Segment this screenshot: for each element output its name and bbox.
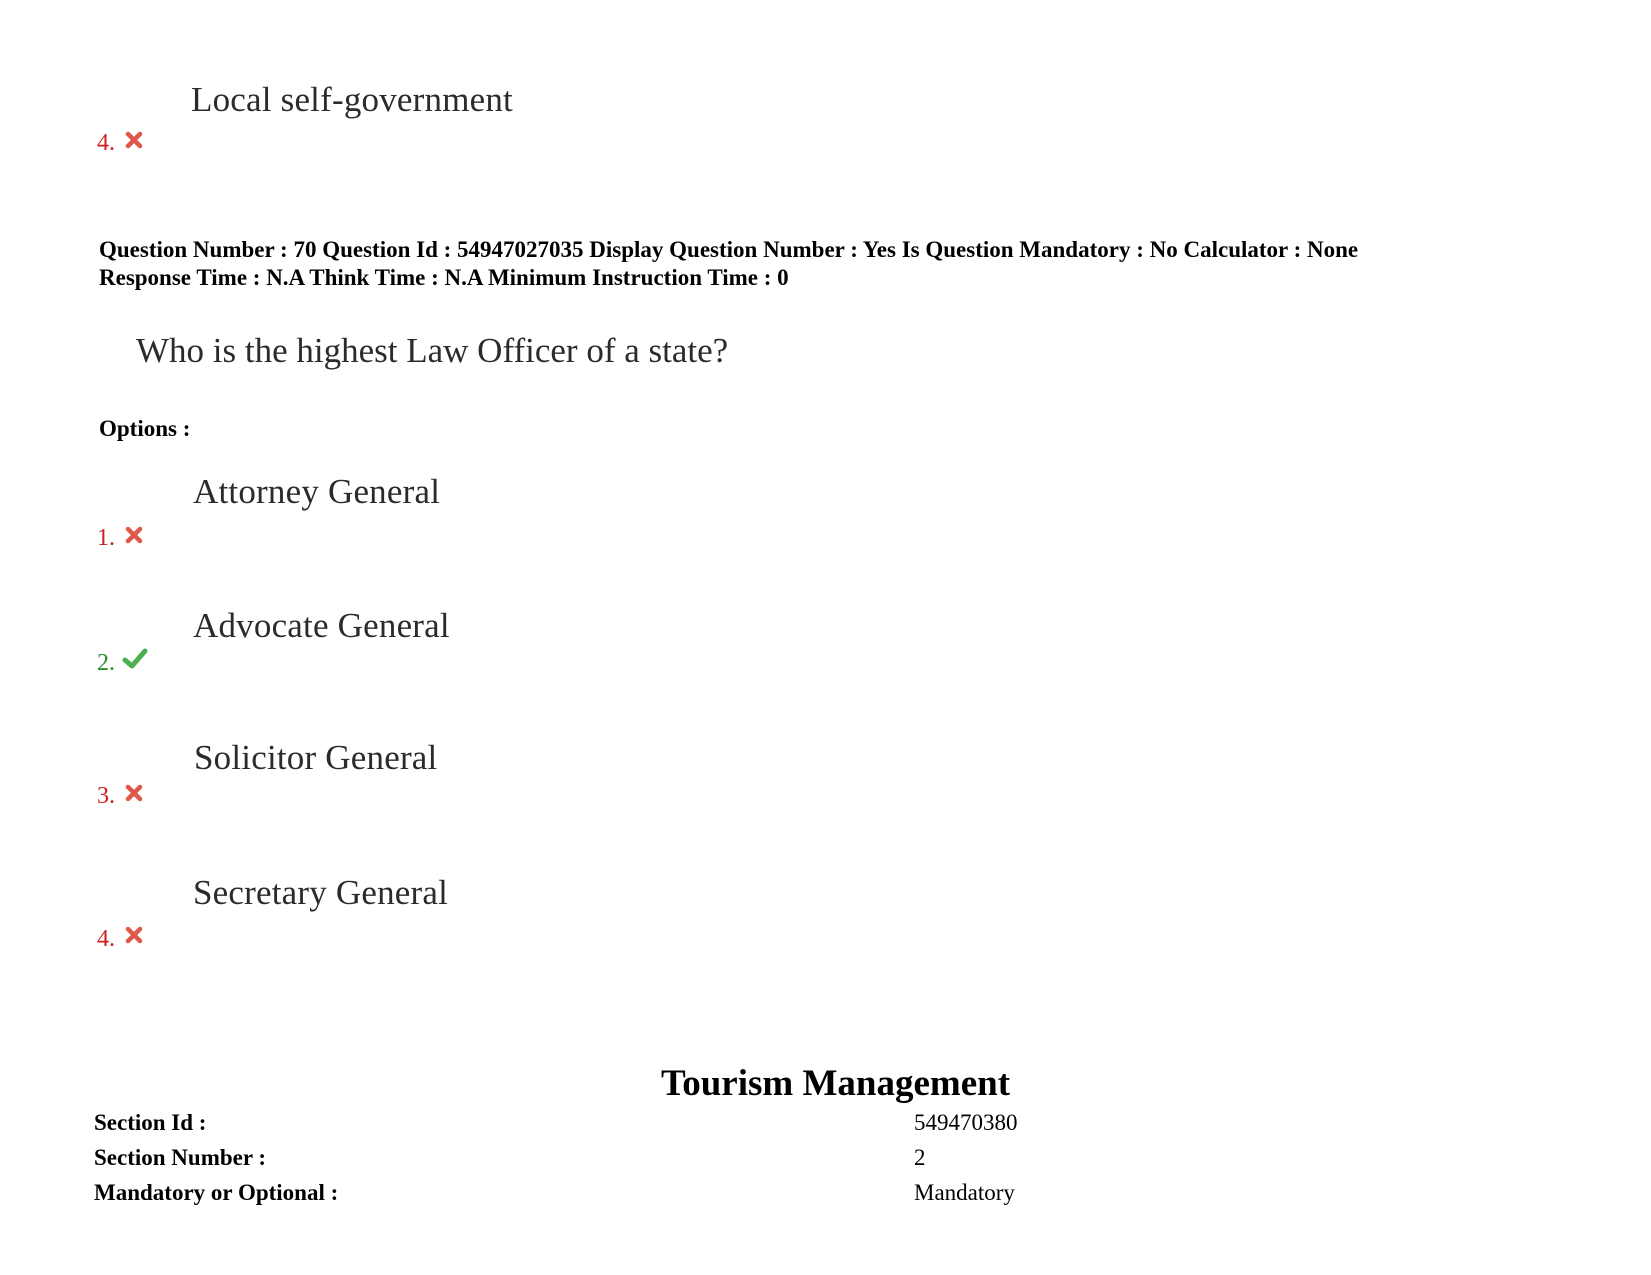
cross-icon xyxy=(124,783,144,803)
question-meta-line-2: Response Time : N.A Think Time : N.A Minimum Instruction Time : 0 xyxy=(99,265,789,290)
cross-icon xyxy=(124,130,144,150)
question-meta-line-1: Question Number : 70 Question Id : 54947027035 Display Question Number : Yes Is Question Mandatory : No Calculator : None xyxy=(99,237,1359,262)
option-text: Local self-government xyxy=(191,80,513,119)
cross-icon xyxy=(124,525,144,545)
option-1-text: Attorney General xyxy=(193,472,441,511)
option-2-number: 2. xyxy=(97,650,115,676)
section-id-label: Section Id : xyxy=(94,1110,207,1135)
option-3-text: Solicitor General xyxy=(194,738,438,777)
section-id-value: 549470380 xyxy=(914,1110,1018,1135)
option-2-text: Advocate General xyxy=(193,606,450,645)
option-4-text: Secretary General xyxy=(193,873,449,912)
section-number-label: Section Number : xyxy=(94,1145,267,1170)
section-number-value: 2 xyxy=(914,1145,926,1170)
cross-icon xyxy=(124,925,144,945)
mandatory-optional-value: Mandatory xyxy=(914,1180,1015,1205)
checkmark-icon xyxy=(122,647,148,671)
option-number: 4. xyxy=(97,130,115,156)
mandatory-optional-label: Mandatory or Optional : xyxy=(94,1180,339,1205)
option-1-number: 1. xyxy=(97,525,115,551)
options-label: Options : xyxy=(99,416,191,441)
question-text: Who is the highest Law Officer of a state? xyxy=(136,331,729,370)
option-4-number: 4. xyxy=(97,926,115,952)
section-title: Tourism Management xyxy=(660,1063,1011,1104)
option-3-number: 3. xyxy=(97,783,115,809)
